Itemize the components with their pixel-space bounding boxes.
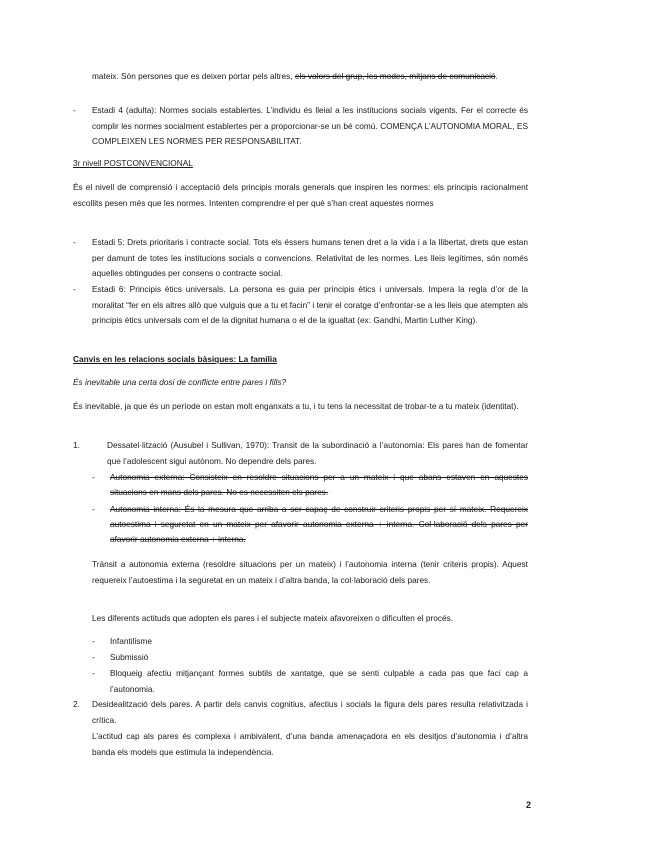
bullet-dash: - xyxy=(73,105,76,115)
estadi-6-text: Estadi 6: Principis ètics universals. La persona es guia per principis ètics i universals. Impera la regla d’or de la moralitat “fer en els altres allò que vulguis que a tu et facin” i tenir el coratge d’enfrontar-se a les lleis que atempten als principis ètics universals com el de la dignitat humana o el de la igualtat (ex: Gandhi, Martin Luther King). xyxy=(92,284,528,326)
transit-text: Trànsit a autonomia externa (resoldre situacions per un mateix) i l’autonomia interna (tenir criteris propis). Aquest requereix l’autoestima i la seguretat en un mateix i d’altra banda, la col·laboració dels pares. xyxy=(92,559,528,585)
struck-text: els valors del grup, les modes, mitjans de comunicació xyxy=(294,71,496,81)
sub-item-submissio: Submissió xyxy=(110,652,149,662)
struck-autonomia-externa: Autonomia externa: Consisteix en resoldre situacions per a un mateix i que abans estaven en aquestes situacions en mans dels pares. No es necessiten els pares. xyxy=(110,472,528,497)
page-number: 2 xyxy=(525,800,531,810)
desidealitzacio-text: Desidealització dels pares. A partir dels canvis cognitius, afectius i socials la figura dels pares resulta relativitzada i crítica. xyxy=(92,699,528,725)
bullet-dash: - xyxy=(92,668,95,678)
list-number-1: 1. xyxy=(73,440,80,450)
actituds-text: Les diferents actituds que adopten els pares i el subjecte mateix afavoreixen o dificulten el procés. xyxy=(92,613,454,623)
bullet-dash: - xyxy=(73,284,76,294)
section-heading-postconvencional: 3r nivell POSTCONVENCIONAL xyxy=(73,158,193,168)
dessatellitzacio-text: Dessatel·lització (Ausubel i Sullivan, 1970): Transit de la subordinació a l’autonomia: Els pares han de fomentar que l’adolescent sigui autònom. No dependre dels pares. xyxy=(107,440,528,466)
answer-text: És inevitable, ja que és un període on estan molt enganxats a tu, i tu tens la necessitat de trobar-te a tu mateix (identitat). xyxy=(73,401,519,411)
sub-item-bloqueig: Bloqueig afectiu mitjançant formes subtils de xantatge, que se senti culpable a cada pas que faci cap a l’autonomia. xyxy=(110,668,528,694)
bullet-dash: - xyxy=(73,237,76,247)
estadi-5-text: Estadi 5: Drets prioritaris i contracte social. Tots els éssers humans tenen dret a la vida i a la llibertat, drets que estan per damunt de totes les institucions socials o convencions. Relativitat de les normes. Les lleis legítimes, són només aquelles obtingudes per consens o contracte social. xyxy=(92,237,528,279)
bullet-dash: - xyxy=(92,504,95,514)
actitud-text: L’actitud cap als pares és complexa i ambivalent, d’una banda amenaçadora en els desitjos d’autonomia i d’altra banda els models que estimula la independència. xyxy=(92,731,528,757)
question-text: És inevitable una certa dosi de conflicte entre pares i fills? xyxy=(73,377,287,387)
section-heading-familia: Canvis en les relacions socials bàsiques: La família xyxy=(73,354,277,364)
struck-autonomia-interna: Autonomia interna: És la mesura que arriba a ser capaç de construir criteris propis per sí mateix. Requereix autoestima i seguretat en un mateix per afavorir autonomia externa + interna. Col·laboració dels pares per afavorir autonomia externa + interna. xyxy=(110,504,528,544)
bullet-dash: - xyxy=(92,472,95,482)
sub-item-infantilisme: Infantilisme xyxy=(110,636,152,646)
estadi-4-text: Estadi 4 (adulta): Normes socials establertes. L’individu és lleial a les institucions socials vigents. Fer el correcte és complir les normes socialment establertes per a proporcionar-se un bé comú. COMENÇA L’AUTONOMIA MORAL, ES COMPLEIXEN LES NORMES PER RESPONSABILITAT. xyxy=(92,105,528,147)
list-number-2: 2. xyxy=(73,699,80,709)
postconvencional-text: És el nivell de comprensió i acceptació dels principis morals generals que inspiren les normes: els principis racionalment escollits pesen més que les normes. Intenten comprendre el per què s’han creat aquestes normes xyxy=(73,182,528,208)
bullet-dash: - xyxy=(92,636,95,646)
paragraph-continuation: mateix. Són persones que es deixen portar pels altres, els valors del grup, les modes, mitjans de comunicació. xyxy=(92,71,498,81)
bullet-dash: - xyxy=(92,652,95,662)
